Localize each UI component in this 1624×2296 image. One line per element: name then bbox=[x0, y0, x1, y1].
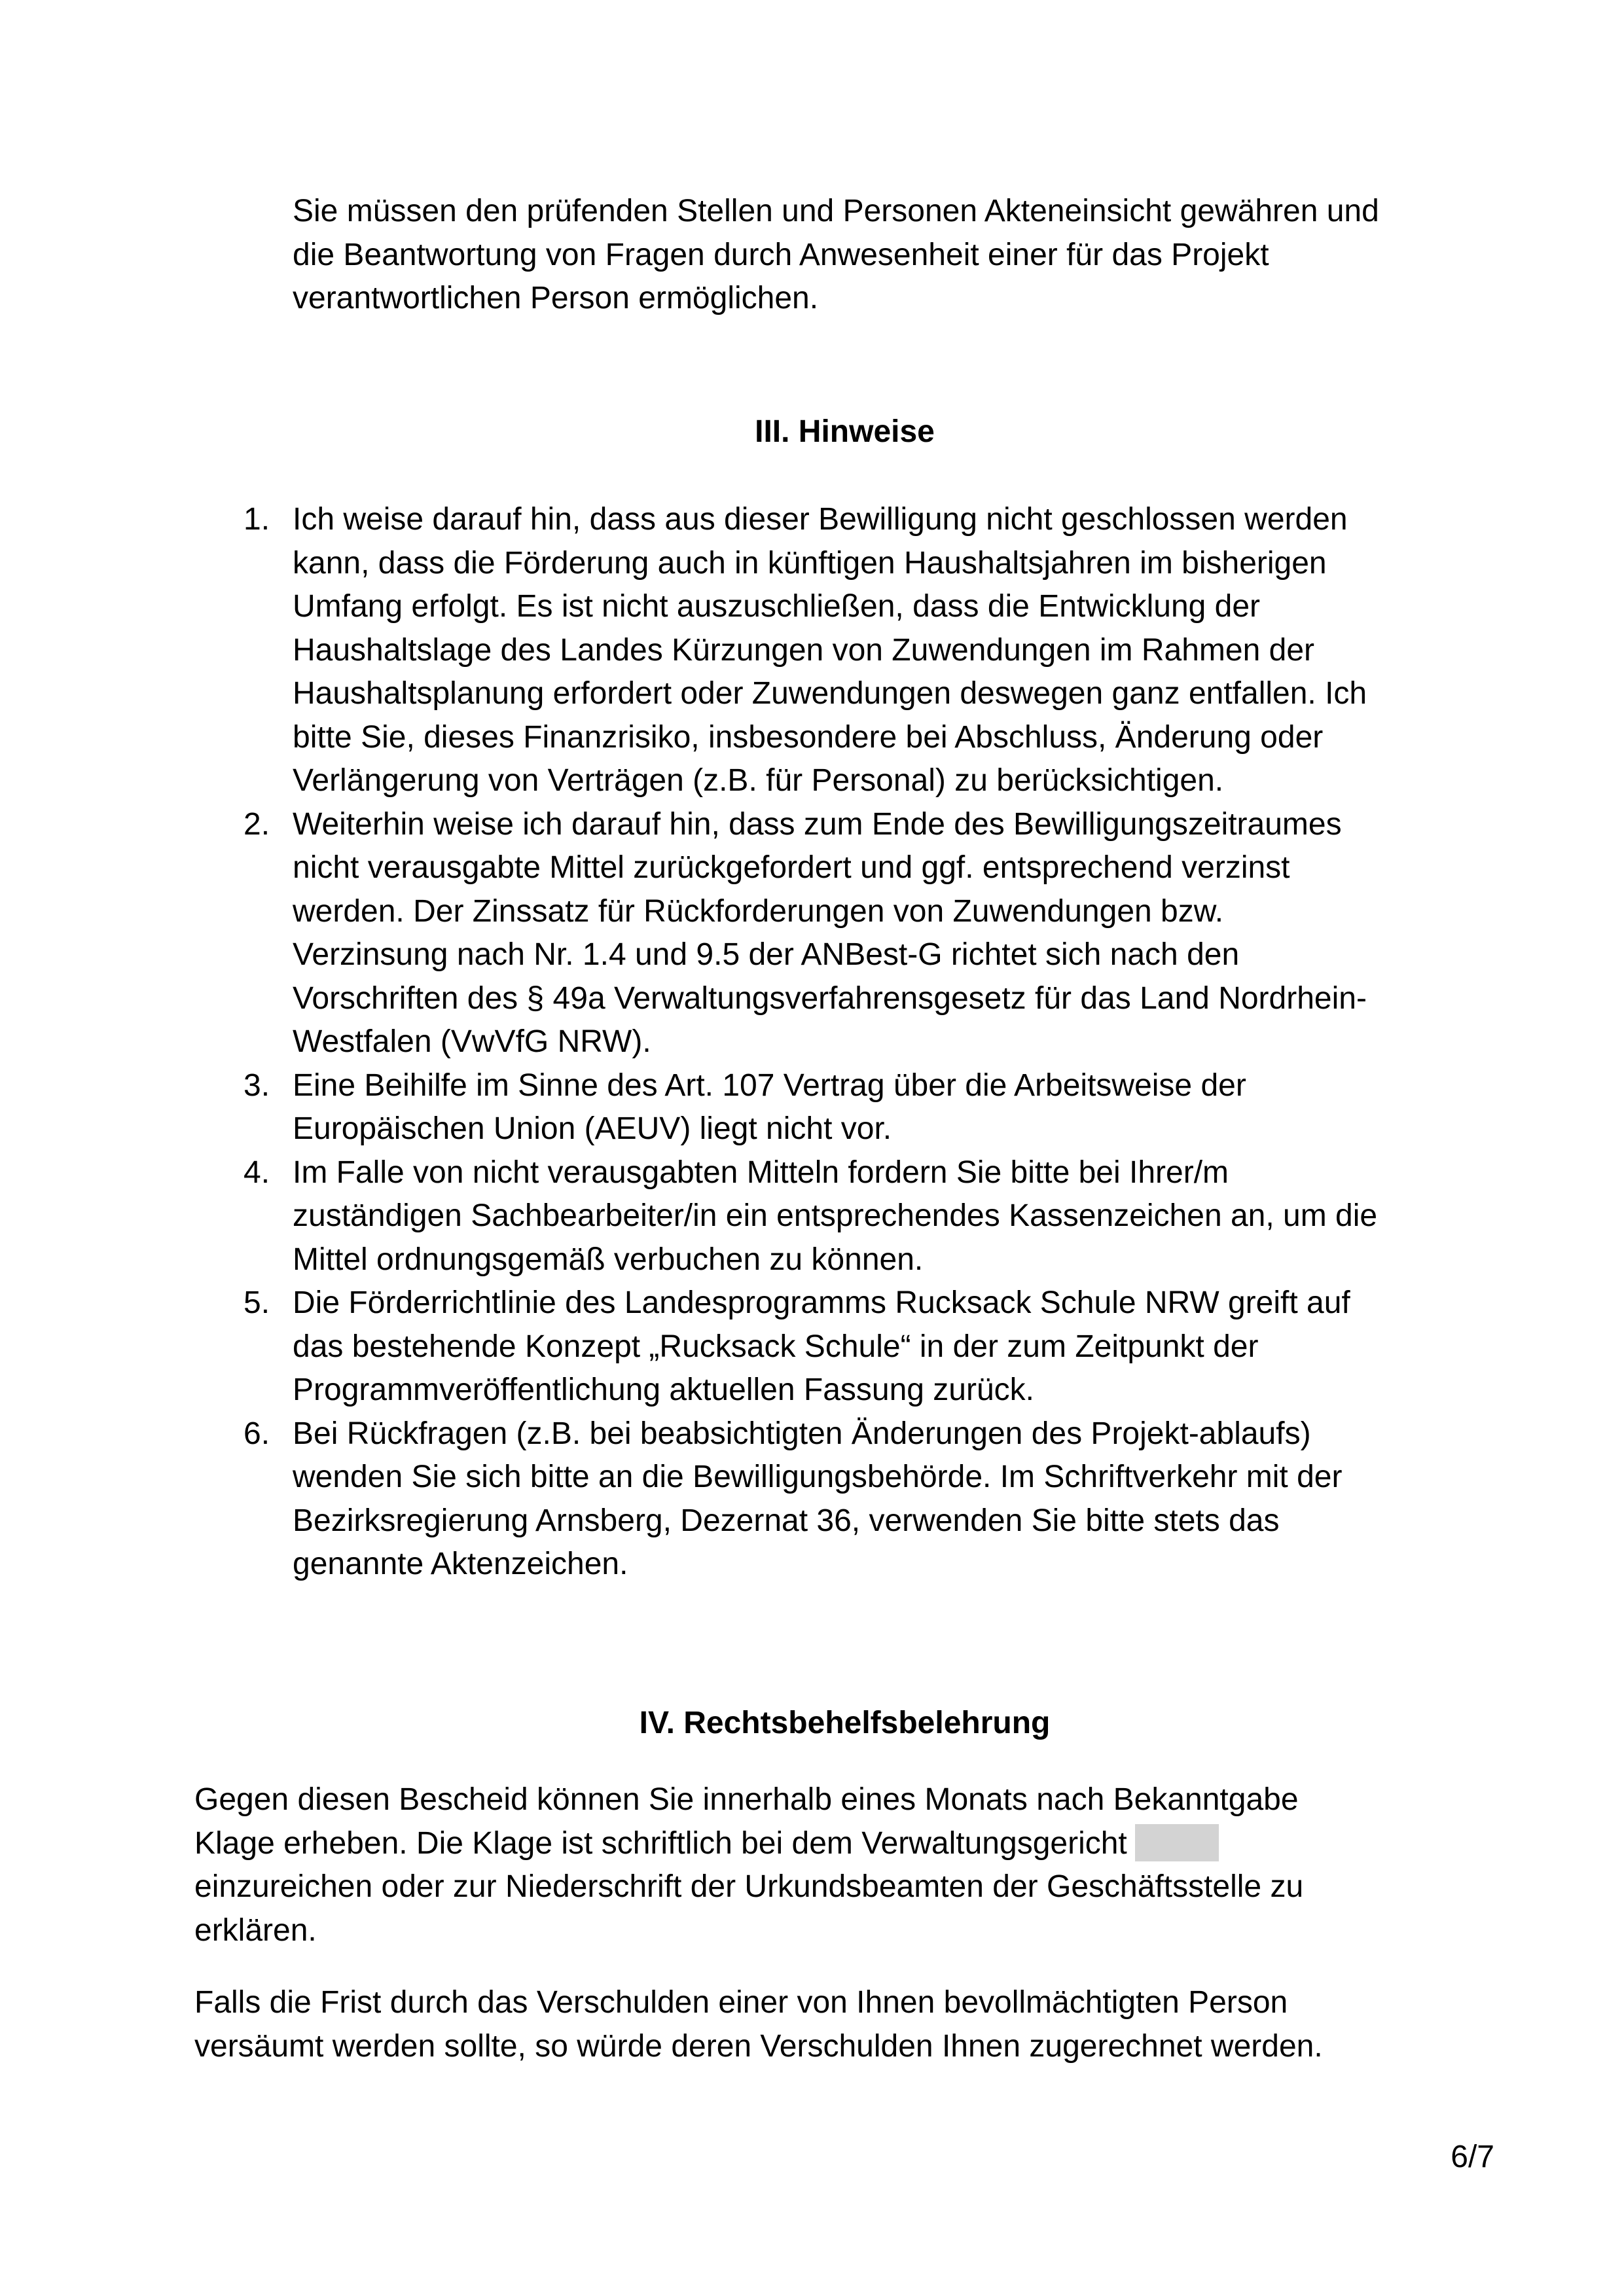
rechtsbehelf-paragraph-1 bbox=[194, 1778, 1303, 1952]
list-item-line: das bestehende Konzept „Rucksack Schule“ in der zum Zeitpunkt der bbox=[293, 1329, 1259, 1364]
paragraph-line: Gegen diesen Bescheid können Sie innerhalb eines Monats nach Bekanntgabe bbox=[194, 1782, 1299, 1817]
paragraph-line: erklären. bbox=[194, 1912, 317, 1948]
section-heading-hinweise: III. Hinweise bbox=[755, 414, 935, 449]
list-item-line: werden. Der Zinssatz für Rückforderungen von Zuwendungen bzw. bbox=[293, 893, 1224, 929]
list-item-line: Verzinsung nach Nr. 1.4 und 9.5 der ANBest-G richtet sich nach den bbox=[293, 937, 1240, 972]
list-item bbox=[244, 803, 1377, 1064]
list-item-line: Umfang erfolgt. Es ist nicht auszuschließen, dass die Entwicklung der bbox=[293, 589, 1261, 624]
list-item-line: Haushaltsplanung erfordert oder Zuwendungen deswegen ganz entfallen. Ich bbox=[293, 676, 1367, 711]
intro-paragraph bbox=[293, 190, 1379, 321]
list-number: 2. bbox=[244, 806, 270, 842]
paragraph-line bbox=[194, 1822, 1303, 1866]
list-number: 4. bbox=[244, 1155, 270, 1190]
list-item-line: Europäischen Union (AEUV) liegt nicht vor. bbox=[293, 1111, 892, 1146]
list-item-line: Programmveröffentlichung aktuellen Fassung zurück. bbox=[293, 1372, 1035, 1407]
list-item-line: bitte Sie, dieses Finanzrisiko, insbesondere bei Abschluss, Änderung oder bbox=[293, 719, 1324, 755]
list-item-line: wenden Sie sich bitte an die Bewilligungsbehörde. Im Schriftverkehr mit der bbox=[293, 1460, 1343, 1494]
intro-line: verantwortlichen Person ermöglichen. bbox=[293, 281, 819, 315]
list-item-line: Westfalen (VwVfG NRW). bbox=[293, 1024, 651, 1059]
intro-line: die Beantwortung von Fragen durch Anwesenheit einer für das Projekt bbox=[293, 237, 1269, 272]
list-item-line: kann, dass die Förderung auch in künftigen Haushaltsjahren im bisherigen bbox=[293, 545, 1327, 581]
list-number: 5. bbox=[244, 1285, 270, 1320]
list-item-line: genannte Aktenzeichen. bbox=[293, 1547, 628, 1581]
list-item-line: Eine Beihilfe im Sinne des Art. 107 Vertrag über die Arbeitsweise der bbox=[293, 1067, 1246, 1103]
list-item-line: Verlängerung von Verträgen (z.B. für Personal) zu berücksichtigen. bbox=[293, 763, 1224, 798]
paragraph-line: einzureichen oder zur Niederschrift der Urkundsbeamten der Geschäftsstelle zu bbox=[194, 1869, 1304, 1904]
list-number: 1. bbox=[244, 502, 270, 537]
paragraph-line-text: Klage erheben. Die Klage ist schriftlich bei dem Verwaltungsgericht bbox=[194, 1825, 1127, 1861]
list-number: 6. bbox=[244, 1416, 270, 1451]
list-item-line: zuständigen Sachbearbeiter/in ein entsprechendes Kassenzeichen an, um die bbox=[293, 1198, 1378, 1233]
intro-line: Sie müssen den prüfenden Stellen und Personen Akteneinsicht gewähren und bbox=[293, 194, 1379, 228]
paragraph-line: Falls die Frist durch das Verschulden einer von Ihnen bevollmächtigten Person bbox=[194, 1985, 1288, 2020]
redacted-court-name bbox=[1135, 1824, 1219, 1861]
hinweise-list bbox=[244, 498, 1378, 1587]
list-item bbox=[244, 498, 1377, 803]
list-item-line: Vorschriften des § 49a Verwaltungsverfahrensgesetz für das Land Nordrhein- bbox=[293, 980, 1367, 1016]
page-number: 6/7 bbox=[1451, 2140, 1494, 2174]
rechtsbehelf-paragraph-2 bbox=[194, 1981, 1323, 2068]
list-number: 3. bbox=[244, 1067, 270, 1103]
list-item-line: Im Falle von nicht verausgabten Mitteln fordern Sie bitte bei Ihrer/m bbox=[293, 1155, 1229, 1190]
list-item-line: Weiterhin weise ich darauf hin, dass zum Ende des Bewilligungszeitraumes bbox=[293, 806, 1342, 842]
list-item-line: Bezirksregierung Arnsberg, Dezernat 36, verwenden Sie bitte stets das bbox=[293, 1503, 1280, 1538]
paragraph-line: versäumt werden sollte, so würde deren Verschulden Ihnen zugerechnet werden. bbox=[194, 2028, 1323, 2064]
list-item-line: Bei Rückfragen (z.B. bei beabsichtigten Änderungen des Projekt-ablaufs) bbox=[293, 1416, 1311, 1451]
list-item bbox=[244, 1151, 1378, 1282]
list-item bbox=[244, 1282, 1377, 1412]
list-item bbox=[244, 1064, 1377, 1151]
section-heading-rechtsbehelfsbelehrung: IV. Rechtsbehelfsbelehrung bbox=[639, 1706, 1051, 1740]
list-item-line: Haushaltslage des Landes Kürzungen von Zuwendungen im Rahmen der bbox=[293, 632, 1315, 668]
list-item-line: Mittel ordnungsgemäß verbuchen zu können. bbox=[293, 1242, 924, 1277]
list-item-line: nicht verausgabte Mittel zurückgefordert und ggf. entsprechend verzinst bbox=[293, 850, 1290, 885]
list-item bbox=[244, 1412, 1377, 1587]
list-item-line: Ich weise darauf hin, dass aus dieser Bewilligung nicht geschlossen werden bbox=[293, 502, 1348, 537]
list-item-line: Die Förderrichtlinie des Landesprogramms Rucksack Schule NRW greift auf bbox=[293, 1285, 1350, 1320]
